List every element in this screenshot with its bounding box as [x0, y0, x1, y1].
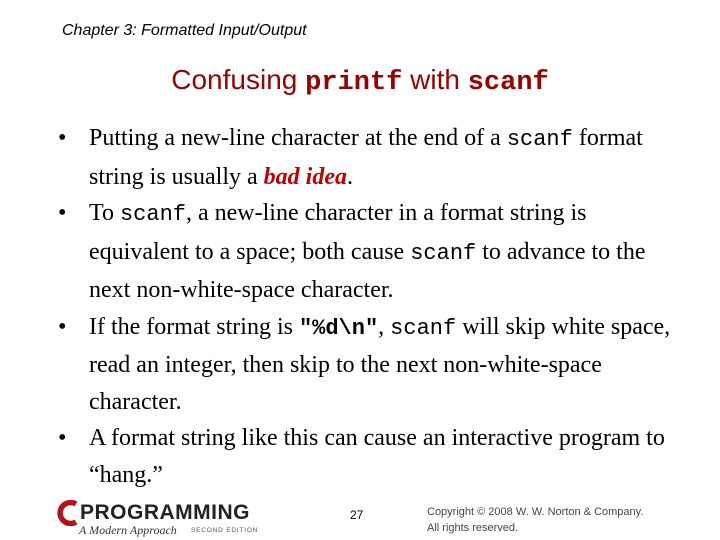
title-code-printf: printf [305, 68, 403, 98]
logo-title: PROGRAMMING [80, 501, 250, 524]
chapter-header: Chapter 3: Formatted Input/Output [62, 22, 307, 39]
book-logo [55, 496, 265, 540]
logo-edition: SECOND EDITION [191, 527, 259, 534]
bullet-marker: • [58, 313, 67, 340]
bullet-list [58, 120, 678, 493]
bullet-text: will skip white space, read an integer, then skip to the next non-white-space character. [89, 313, 671, 415]
bullet-text: Putting a new-line character at the end of a [89, 125, 507, 151]
title-text-2: with [402, 64, 468, 95]
bullet-text: A format string like this can cause an interactive program to “hang.” [89, 425, 665, 488]
bullet-marker: • [58, 425, 67, 451]
bullet-text: , a new-line character in a format string is equivalent to a space; both cause [89, 200, 587, 265]
bullet-text: If the format string is [89, 313, 299, 340]
bullet-text: To [89, 200, 120, 226]
bullet-item [58, 420, 678, 493]
slide-title [0, 64, 720, 98]
bullet-marker: • [58, 125, 67, 151]
bullet-item [58, 195, 678, 309]
bullet-text: to advance to the next non-white-space character. [89, 238, 646, 303]
logo-subtitle: A Modern Approach [79, 523, 177, 537]
bullet-text: , [378, 313, 391, 340]
bullet-code: scanf [119, 202, 186, 227]
title-text-1: Confusing [171, 64, 306, 95]
bullet-item [58, 120, 678, 195]
bullet-code: scanf [410, 240, 477, 266]
copyright [427, 504, 643, 536]
title-code-scanf: scanf [467, 68, 549, 98]
bullet-emphasis: bad idea [263, 163, 347, 190]
bullet-code: scanf [390, 315, 457, 341]
bullet-code: "%d\n" [298, 315, 379, 341]
copyright-line: Copyright © 2008 W. W. Norton & Company. [427, 506, 644, 518]
bullet-item [58, 309, 678, 421]
bullet-text: . [346, 163, 353, 190]
copyright-line: All rights reserved. [427, 522, 519, 534]
logo-c-mark [55, 500, 79, 526]
page-number: 27 [350, 508, 364, 522]
bullet-text: format string is usually a [89, 125, 643, 190]
bullet-code: scanf [506, 127, 573, 152]
bullet-marker: • [58, 200, 67, 226]
